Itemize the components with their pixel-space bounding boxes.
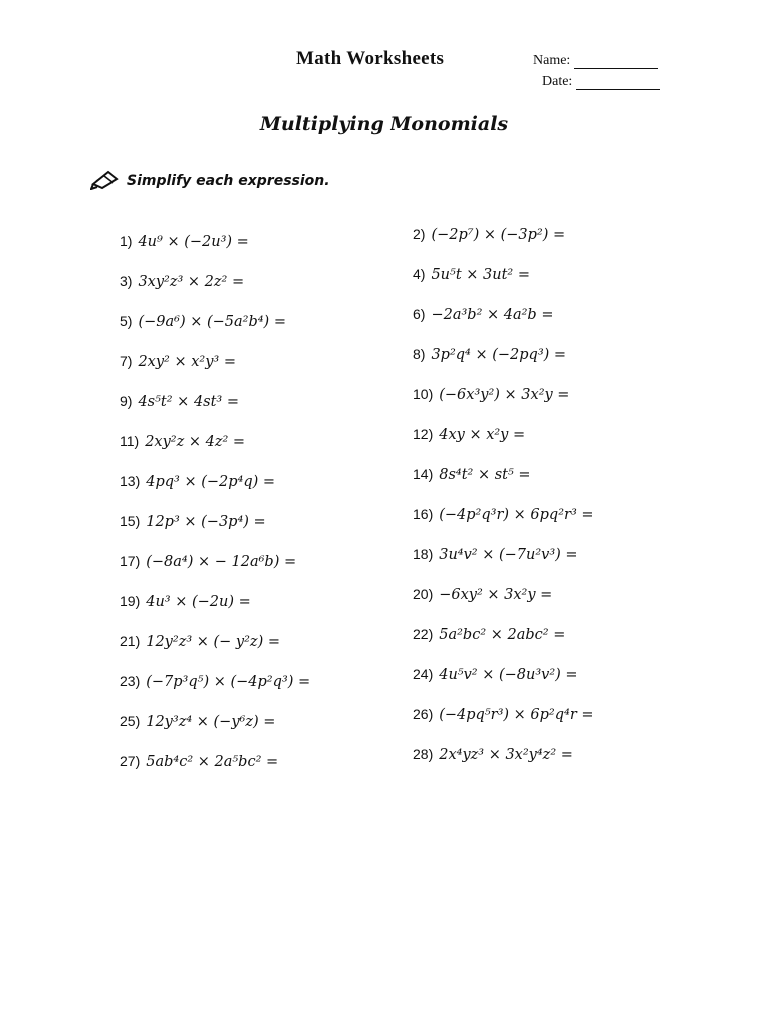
problem-expression: 2xy² × x²y³ = [138,354,236,370]
problem-number: 4) [413,266,426,282]
problem-expression: −6xy² × 3x²y = [439,587,553,603]
problem-item [413,506,594,523]
problem-number: 5) [120,313,133,329]
problem-item [413,466,531,483]
problem-expression: 12y²z³ × (− y²z) = [146,634,280,650]
problem-item [120,473,275,490]
problem-item [120,753,278,770]
problem-item [120,513,266,530]
problem-number: 25) [120,713,141,729]
problem-expression: (−9a⁶) × (−5a²b⁴) = [138,314,286,330]
problem-expression: 3xy²z³ × 2z² = [138,274,245,290]
name-label: Name: [533,53,571,68]
problem-number: 21) [120,633,141,649]
problem-expression: 4u⁵v² × (−8u³v²) = [439,667,578,683]
problem-item [413,746,573,763]
date-label: Date: [542,74,573,89]
problem-item [413,386,569,403]
name-blank-line[interactable] [574,56,658,69]
worksheet-title: Multiplying Monomials [259,113,509,135]
problem-expression: (−6x³y²) × 3x²y = [439,387,570,403]
problem-expression: (−4p²q³r) × 6pq²r³ = [439,507,594,523]
problem-item [413,546,578,563]
problem-expression: (−2p⁷) × (−3p²) = [431,227,566,243]
problem-number: 16) [413,506,434,522]
problem-number: 13) [120,473,141,489]
problem-item [120,353,236,370]
name-field[interactable] [533,53,658,69]
problem-expression: 3p²q⁴ × (−2pq³) = [431,347,567,363]
problem-expression: 2x⁴yz³ × 3x²y⁴z² = [439,747,573,763]
problem-expression: 12p³ × (−3p⁴) = [146,514,266,530]
problem-number: 22) [413,626,434,642]
problem-number: 10) [413,386,434,402]
problem-expression: −2a³b² × 4a²b = [431,307,554,323]
problem-item [120,633,280,650]
problem-expression: (−4pq⁵r³) × 6p²q⁴r = [439,707,594,723]
problem-item [413,706,594,723]
problem-item [413,626,565,643]
problem-number: 19) [120,593,141,609]
problem-item [413,586,552,603]
problem-item [413,306,553,323]
problem-expression: (−7p³q⁵) × (−4p²q³) = [146,674,311,690]
pencil-icon [90,168,127,194]
instruction [90,168,330,194]
problem-number: 28) [413,746,434,762]
problem-item [120,593,251,610]
instruction-text: Simplify each expression. [127,173,330,189]
problem-expression: 4xy × x²y = [439,427,526,443]
problem-expression: (−8a⁴) × − 12a⁶b) = [146,554,297,570]
problem-item [120,553,296,570]
problem-expression: 4u⁹ × (−2u³) = [138,234,249,250]
problem-expression: 5u⁵t × 3ut² = [431,267,530,283]
date-blank-line[interactable] [576,77,660,90]
problem-number: 12) [413,426,434,442]
problem-item [413,266,530,283]
problem-item [120,393,239,410]
problem-number: 26) [413,706,434,722]
problem-number: 15) [120,513,141,529]
problem-item [120,433,245,450]
problem-number: 11) [120,433,140,449]
problem-expression: 3u⁴v² × (−7u²v³) = [439,547,578,563]
problem-number: 23) [120,673,141,689]
problem-number: 6) [413,306,426,322]
problem-number: 9) [120,393,133,409]
problem-item [413,426,525,443]
header-title: Math Worksheets [296,48,445,69]
problem-expression: 5ab⁴c² × 2a⁵bc² = [146,754,279,770]
problem-item [413,226,565,243]
problem-item [120,713,275,730]
problem-number: 7) [120,353,133,369]
problem-item [413,666,578,683]
problem-item [120,313,286,330]
problem-number: 3) [120,273,133,289]
problem-expression: 5a²bc² × 2abc² = [439,627,566,643]
date-field[interactable] [542,74,660,90]
problem-number: 1) [120,233,133,249]
problem-number: 18) [413,546,434,562]
problem-number: 2) [413,226,426,242]
problem-item [120,673,310,690]
problem-number: 24) [413,666,434,682]
problem-number: 14) [413,466,434,482]
problem-expression: 12y³z⁴ × (−y⁶z) = [146,714,276,730]
problem-expression: 8s⁴t² × st⁵ = [439,467,531,483]
problem-number: 20) [413,586,434,602]
problem-expression: 4s⁵t² × 4st³ = [138,394,240,410]
problem-number: 17) [120,553,141,569]
problem-item [120,233,249,250]
problem-number: 27) [120,753,141,769]
problem-item [120,273,244,290]
problem-number: 8) [413,346,426,362]
problem-expression: 4pq³ × (−2p⁴q) = [146,474,276,490]
problem-expression: 2xy²z × 4z² = [145,434,246,450]
problem-item [413,346,566,363]
problem-expression: 4u³ × (−2u) = [146,594,251,610]
